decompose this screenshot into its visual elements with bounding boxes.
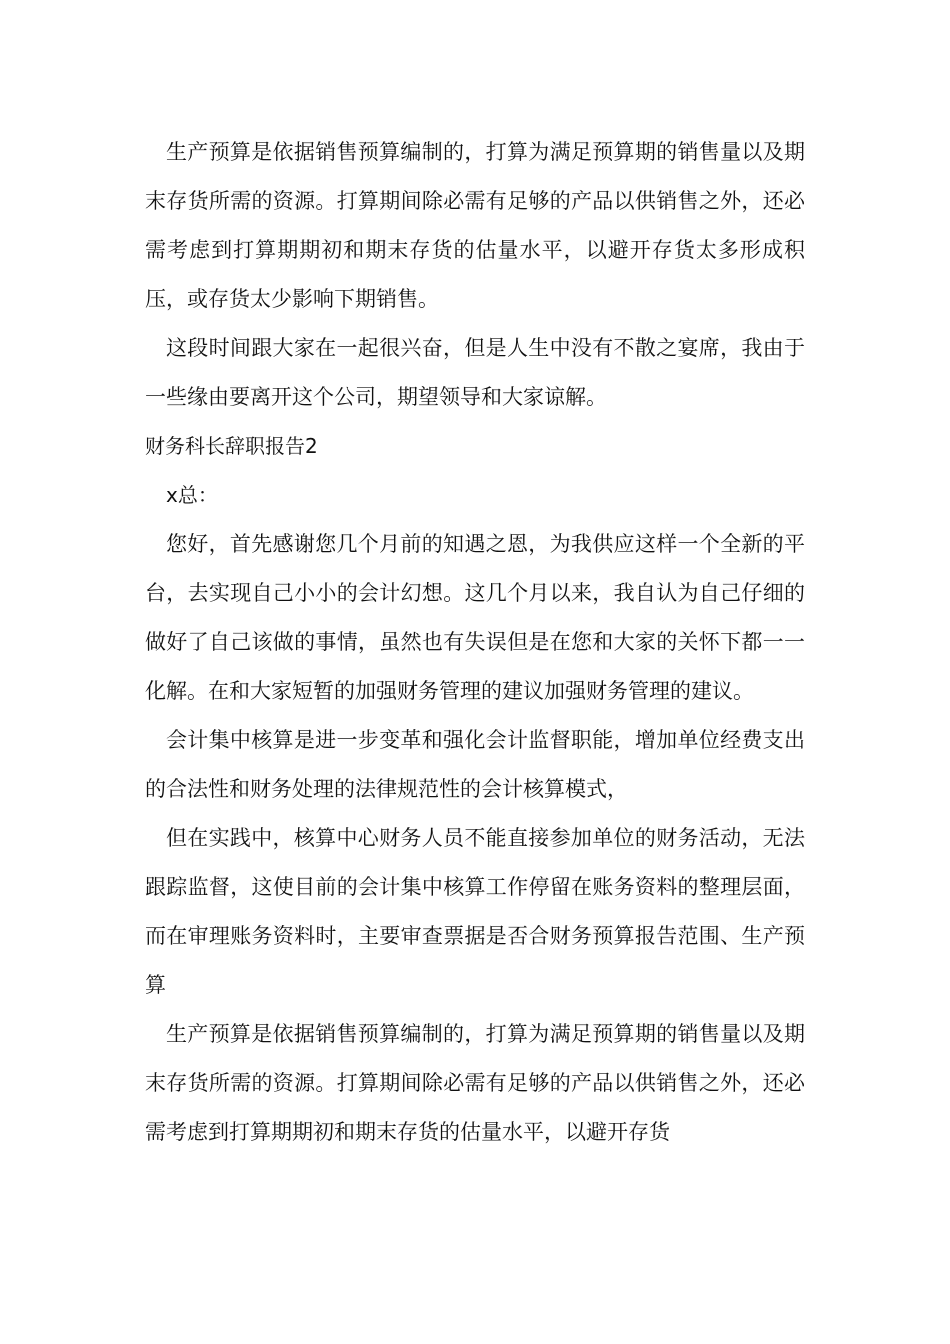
section-heading: 财务科长辞职报告2 <box>145 434 318 458</box>
paragraph-centralized-accounting: 会计集中核算是进一步变革和强化会计监督职能，增加单位经费支出的合法性和财务处理的法律规范性的会计核算模式， <box>145 728 805 801</box>
paragraph-farewell: 这段时间跟大家在一起很兴奋，但是人生中没有不散之宴席，我由于一些缘由要离开这个公司，期望领导和大家谅解。 <box>145 336 805 409</box>
paragraph-practice: 但在实践中，核算中心财务人员不能直接参加单位的财务活动，无法跟踪监督，这使目前的会计集中核算工作停留在账务资料的整理层面，而在审理账务资料时，主要审查票据是否合财务预算报告范围、生产预算 <box>145 826 805 997</box>
document-body <box>145 128 805 1157</box>
paragraph-production-budget: 生产预算是依据销售预算编制的，打算为满足预算期的销售量以及期末存货所需的资源。打算期间除必需有足够的产品以供销售之外，还必需考虑到打算期期初和期末存货的估量水平，以避开存货太多形成积压，或存货太少影响下期销售。 <box>145 140 805 311</box>
paragraph-production-budget-repeat: 生产预算是依据销售预算编制的，打算为满足预算期的销售量以及期末存货所需的资源。打算期间除必需有足够的产品以供销售之外，还必需考虑到打算期期初和期末存货的估量水平，以避开存货 <box>145 1022 805 1144</box>
salutation: x总： <box>166 483 218 507</box>
paragraph-thanks: 您好，首先感谢您几个月前的知遇之恩，为我供应这样一个全新的平台，去实现自己小小的会计幻想。这几个月以来，我自认为自己仔细的做好了自己该做的事情，虽然也有失误但是在您和大家的关怀下都一一化解。在和大家短暂的加强财务管理的建议加强财务管理的建议。 <box>145 532 805 703</box>
